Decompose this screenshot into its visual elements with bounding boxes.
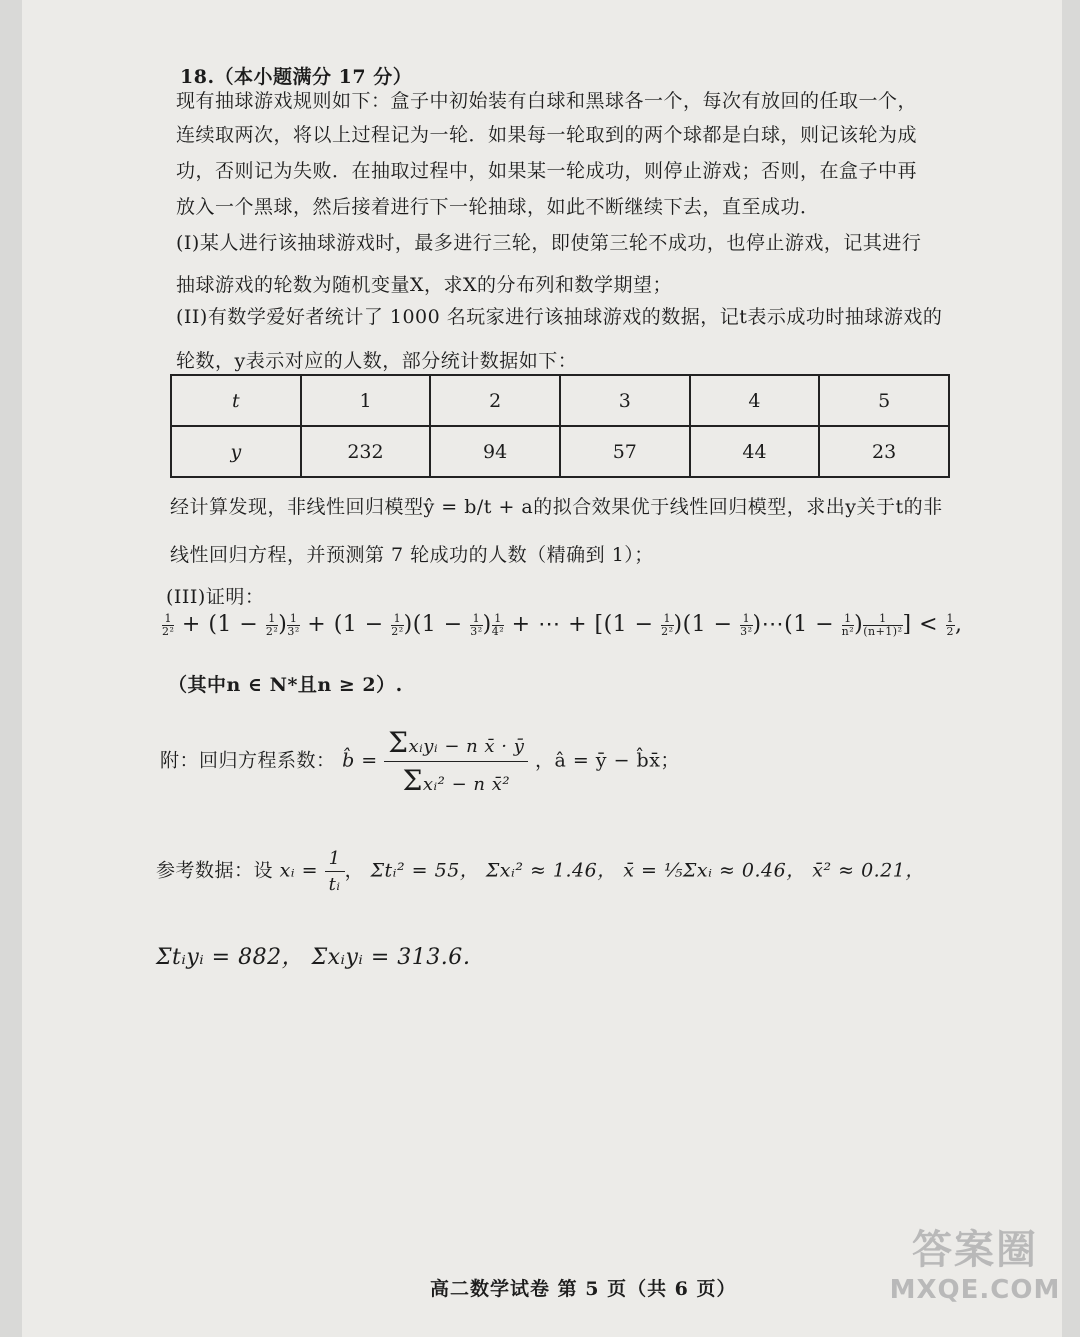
question-title: 18.（本小题满分 17 分） (180, 66, 413, 88)
table-cell: 2 (430, 375, 560, 426)
watermark (880, 1218, 1070, 1328)
reference-line-1: 参考数据：设 xᵢ = $\frac{1}{\text{tᵢ}}$ ， Σtᵢ² = 55， Σxᵢ² ≈ 1.46， x̄ = ⅕Σxᵢ ≈ 0.46， x̄² ≈ 0.21， (156, 848, 925, 895)
part3-inequality: $\frac{1}{\text{2²}}$ + (1 − $\frac{1}{\text{2²}}$ ) $\frac{1}{\text{3²}}$ + (1 − $\frac{1}{\text{2²}}$ )(1 − $\frac{1}{\text{3²}}$ ) $\frac{1}{\text{4²}}$ + ⋯ + [(1 − $\frac{1}{\text{2²}}$ )(1 − $\frac{1}{\text{3²}}$ )⋯(1 − $\frac{1}{\text{n²}}$ ) $\frac{1}{\text{(n+1)²}}$ ] < $\frac{1}{2}$ , (162, 611, 963, 638)
part2-after-line-1: 经计算发现，非线性回归模型ŷ = b/t + a的拟合效果优于线性回归模型，求出y关于t的非 (170, 496, 943, 518)
watermark-url: MXQE.COM (889, 1275, 1061, 1305)
intro-line-2: 连续取两次，将以上过程记为一轮．如果每一轮取到的两个球都是白球，则记该轮为成 (176, 124, 918, 146)
reference-item: Σxᵢ² ≈ 1.46， (485, 859, 617, 882)
table-cell: 23 (819, 426, 949, 477)
table-cell: 232 (301, 426, 431, 477)
table-row-t (171, 375, 949, 426)
table-row-y (171, 426, 949, 477)
data-table (170, 374, 950, 478)
appendix-label: 附：回归方程系数： (160, 749, 336, 772)
reference-label: 参考数据：设 (156, 859, 274, 882)
watermark-logo: 答案圈 (912, 1227, 1038, 1273)
reference-line-2 (156, 940, 485, 971)
reference-item: Σtᵢyᵢ = 882， (156, 945, 305, 970)
table-cell: 5 (819, 375, 949, 426)
table-cell: 3 (560, 375, 690, 426)
table-cell: 44 (690, 426, 820, 477)
part1-line-2: 抽球游戏的轮数为随机变量X，求X的分布列和数学期望； (176, 274, 673, 296)
part3-title: (III)证明： (166, 586, 265, 608)
intro-line-3: 功，否则记为失败．在抽取过程中，如果某一轮成功，则停止游戏；否则，在盒子中再 (176, 160, 918, 182)
reference-item: x̄² ≈ 0.21， (812, 859, 925, 882)
table-cell: y (171, 426, 301, 477)
reference-item: Σxᵢyᵢ = 313.6． (311, 945, 486, 970)
intro-line-4: 放入一个黑球，然后接着进行下一轮抽球，如此不断继续下去，直至成功． (176, 196, 820, 218)
table-cell: t (171, 375, 301, 426)
part1-line-1: (I)某人进行该抽球游戏时，最多进行三轮，即使第三轮不成功，也停止游戏，记其进行 (176, 232, 922, 254)
table-cell: 1 (301, 375, 431, 426)
reference-item: Σtᵢ² = 55， (370, 859, 480, 882)
table-cell: 94 (430, 426, 560, 477)
appendix-a-formula: ，â = ȳ − b̂x̄； (534, 749, 680, 772)
part2-line-2: 轮数，y表示对应的人数，部分统计数据如下： (176, 350, 578, 372)
table-cell: 4 (690, 375, 820, 426)
page-footer: 高二数学试卷 第 5 页（共 6 页） (430, 1278, 737, 1300)
appendix-line: 附：回归方程系数： b̂ = $\frac{\text{Σxᵢyᵢ − n x̄ · ȳ}}{\text{Σxᵢ² − n x̄²}}$ ，â = ȳ − b̂x̄； (160, 726, 680, 797)
part2-line-1: (II)有数学爱好者统计了 1000 名玩家进行该抽球游戏的数据，记t表示成功时抽球游戏的 (176, 306, 943, 328)
reference-item: x̄ = ⅕Σxᵢ ≈ 0.46， (623, 859, 806, 882)
part3-condition: （其中n ∈ N*且n ≥ 2）. (168, 674, 403, 696)
part2-after-line-2: 线性回归方程，并预测第 7 轮成功的人数（精确到 1）； (170, 544, 654, 566)
intro-line-1: 现有抽球游戏规则如下：盒子中初始装有白球和黑球各一个，每次有放回的任取一个， (176, 90, 918, 112)
table-cell: 57 (560, 426, 690, 477)
